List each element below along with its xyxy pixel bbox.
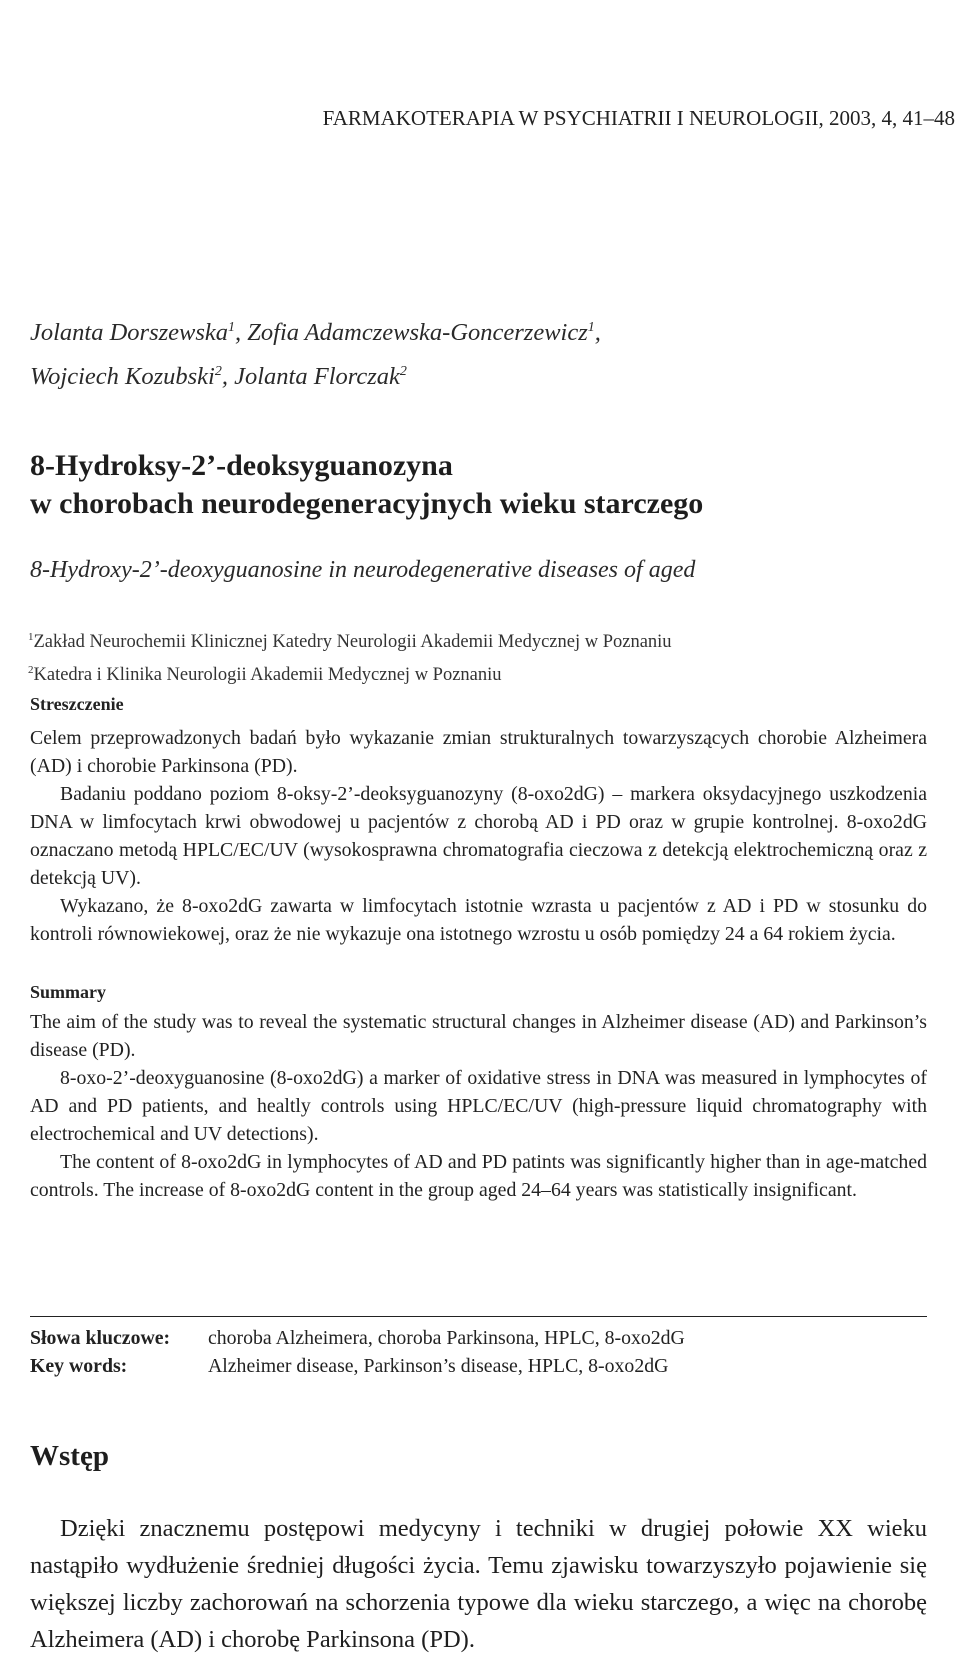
streszczenie-paragraph: Badaniu poddano poziom 8-oksy-2’-deoksyguanozyny (8-oxo2dG) – markera oksydacyjnego uszkodzenia DNA w limfocytach krwi obwodowej u pacjentów z chorobą AD i PD oraz w grupie kontrolnej. 8-oxo2dG oznaczano metodą HPLC/EC/UV (wysokosprawna chromatografia cieczowa z detekcją elektrochemiczną oraz z detekcją UV). <box>30 783 927 889</box>
section-heading-introduction: Wstęp <box>30 1440 109 1472</box>
article-title <box>30 447 703 523</box>
affiliation-text: Zakład Neurochemii Klinicznej Katedry Neurologii Akademii Medycznej w Poznaniu <box>33 632 672 653</box>
running-head: FARMAKOTERAPIA W PSYCHIATRII I NEUROLOGII, 2003, 4, 41–48 <box>322 106 955 130</box>
affiliation-mark: 1 <box>28 631 34 643</box>
title-line-1: 8-Hydroksy-2’-deoksyguanozyna <box>30 449 453 482</box>
abstract-english <box>30 978 927 1204</box>
keywords-polish-label: Słowa kluczowe: <box>30 1327 171 1349</box>
affiliation-mark: 2 <box>28 664 34 677</box>
affiliations <box>28 623 672 689</box>
author-name: Jolanta Florczak <box>234 363 400 391</box>
author-affiliation-mark: 1 <box>587 320 595 335</box>
streszczenie-heading: Streszczenie <box>30 694 124 714</box>
author-line-2: Wojciech Kozubski$^2$, Jolanta Florczak$^2$ <box>30 363 407 391</box>
author-affiliation-mark: 1 <box>228 320 236 335</box>
author-name: Zofia Adamczewska-Goncerzewicz <box>247 319 588 347</box>
affiliation-text: Katedra i Klinika Neurologii Akademii Medycznej w Poznaniu <box>33 665 502 686</box>
affiliation-item <box>28 656 672 689</box>
keywords-polish-value: choroba Alzheimera, choroba Parkinsona, HPLC, 8-oxo2dG <box>208 1327 685 1349</box>
streszczenie-paragraph: Wykazano, że 8-oxo2dG zawarta w limfocytach istotnie wzrasta u pacjentów z AD i PD w stosunku do kontroli równowiekowej, oraz że nie wykazuje ona istotnego wzrostu u osób pomiędzy 24 a 64 rokiem życia. <box>30 895 927 945</box>
author-name: Jolanta Dorszewska <box>30 319 229 347</box>
keywords-english-label: Key words: <box>30 1355 128 1377</box>
summary-heading: Summary <box>30 982 106 1002</box>
keywords-english-value: Alzheimer disease, Parkinson’s disease, HPLC, 8-oxo2dG <box>208 1355 669 1377</box>
author-line-1: Jolanta Dorszewska$^1$, Zofia Adamczewska-Goncerzewicz$^1$, <box>30 319 601 347</box>
title-line-2: w chorobach neurodegeneracyjnych wieku starczego <box>30 487 704 520</box>
summary-paragraph: 8-oxo-2’-deoxyguanosine (8-oxo2dG) a marker of oxidative stress in DNA was measured in lymphocytes of AD and PD patients, and healtly controls using HPLC/EC/UV (high-pressure liquid chromatography with electrochemical and UV detections). <box>30 1067 927 1145</box>
author-list <box>30 308 601 396</box>
summary-paragraph: The aim of the study was to reveal the systematic structural changes in Alzheimer disease (AD) and Parkinson’s disease (PD). <box>30 1011 927 1061</box>
author-name: Wojciech Kozubski <box>30 363 215 391</box>
author-affiliation-mark: 2 <box>214 364 222 380</box>
keywords-divider <box>30 1316 927 1317</box>
streszczenie-paragraph: Celem przeprowadzonych badań było wykazanie zmian strukturalnych towarzyszących chorobie Alzheimera (AD) i chorobie Parkinsona (PD). <box>30 727 927 777</box>
author-affiliation-mark: 2 <box>399 364 407 380</box>
summary-body <box>30 1008 927 1204</box>
abstract-polish <box>30 690 927 948</box>
summary-paragraph: The content of 8-oxo2dG in lymphocytes of AD and PD patints was significantly higher than in age-matched controls. The increase of 8-oxo2dG content in the group aged 24–64 years was statistically insignificant. <box>30 1151 927 1201</box>
keywords-polish <box>30 1327 685 1350</box>
affiliation-item <box>28 623 672 656</box>
introduction-body <box>30 1510 927 1658</box>
english-title: 8-Hydroxy-2’-deoxyguanosine in neurodegenerative diseases of aged <box>30 557 696 583</box>
streszczenie-body <box>30 724 927 948</box>
keywords-english <box>30 1355 668 1378</box>
introduction-paragraph: Dzięki znacznemu postępowi medycyny i techniki w drugiej połowie XX wieku nastąpiło wydłużenie średniej długości życia. Temu zjawisku towarzyszyło pojawienie się większej liczby zachorowań na schorzenia typowe dla wieku starczego, a więc na chorobę Alzheimera (AD) i chorobę Parkinsona (PD). <box>30 1515 927 1653</box>
